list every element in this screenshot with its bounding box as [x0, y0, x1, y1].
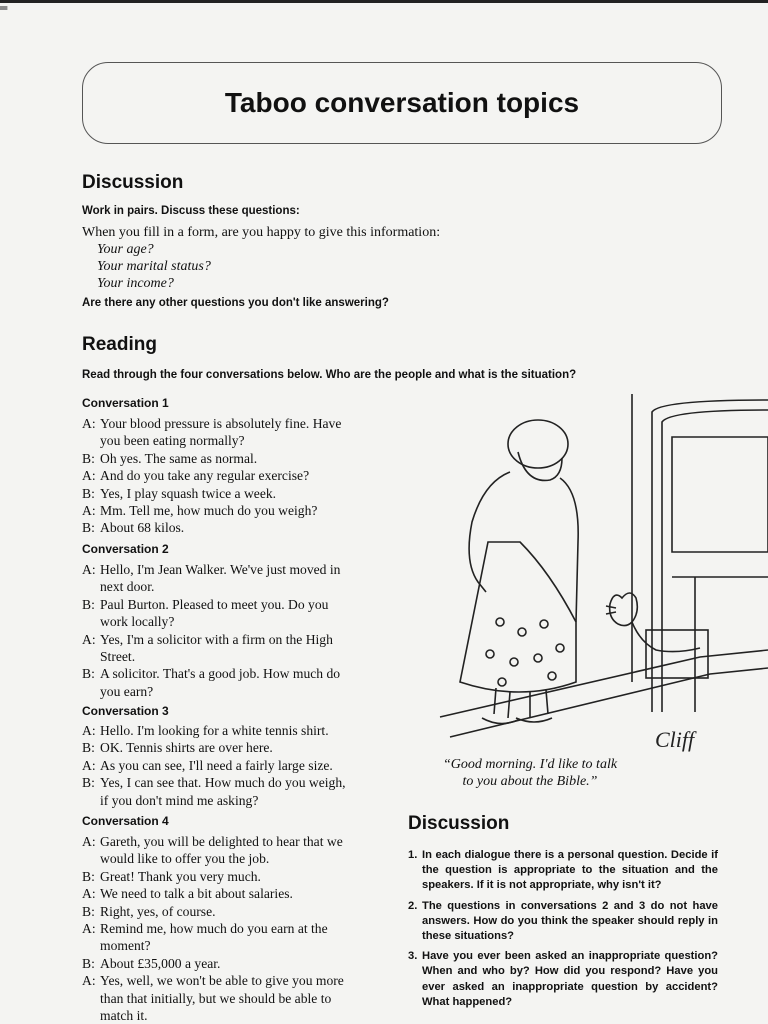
dialogue-line	[82, 903, 392, 920]
conversation-title: Conversation 1	[82, 396, 169, 410]
dialogue-line	[82, 739, 392, 756]
reading-instruction: Read through the four conversations below. Who are the people and what is the situation?	[82, 369, 577, 381]
dialogue-continuation: next door.	[100, 579, 155, 595]
speaker-label: B:	[82, 666, 95, 682]
dialogue-line	[82, 868, 392, 885]
conversation-3-lines	[82, 722, 392, 809]
page-top-edge	[0, 0, 768, 14]
speaker-label: A:	[82, 723, 96, 738]
dialogue-line	[82, 833, 392, 868]
conversation-title: Conversation 3	[82, 704, 169, 718]
dialogue-text: Hello. I'm looking for a white tennis shirt.	[100, 723, 329, 738]
page-title: Taboo conversation topics	[224, 87, 580, 118]
door-window	[672, 437, 768, 552]
dialogue-text: We need to talk a bit about salaries.	[100, 886, 293, 902]
speaker-label: A:	[82, 834, 96, 849]
woman-hair	[508, 420, 568, 468]
woman-shoes	[482, 718, 552, 724]
question-number: 3.	[408, 950, 418, 963]
conversation-2-lines	[82, 561, 392, 700]
discussion-item: Your marital status?	[97, 259, 211, 274]
speaker-label: B:	[82, 868, 95, 884]
woman-dress	[460, 542, 576, 692]
discussion-questions	[408, 848, 718, 1015]
speaker-label: A:	[82, 886, 96, 902]
door-frame	[652, 400, 768, 712]
conversation-title: Conversation 2	[82, 542, 169, 556]
dialogue-line	[82, 485, 392, 502]
question-text: The questions in conversations 2 and 3 do not have answers. How do you think the speaker should reply in these situations?	[422, 899, 718, 943]
question-item	[408, 949, 718, 1010]
discussion-intro: When you fill in a form, are you happy to give this information:	[82, 225, 441, 240]
dialogue-text: Yes, well, we won't be able to give you more	[100, 973, 344, 989]
dialogue-text: About £35,000 a year.	[100, 955, 221, 971]
binder-mark: ═	[0, 1, 8, 15]
dialogue-text: Yes, I'm a solicitor with a firm on the High	[100, 631, 333, 647]
speaker-label: B:	[82, 450, 95, 466]
dialogue-text: Hello, I'm Jean Walker. We've just moved in	[100, 562, 341, 577]
dialogue-continuation: you been eating normally?	[100, 433, 245, 449]
dialogue-line	[82, 502, 392, 519]
question-text: In each dialogue there is a personal question. Decide if the question is appropriate to the situation and the speakers. If it is not appropriate, why isn't it?	[422, 849, 718, 892]
caption-line: to you about the Bible.”	[462, 774, 598, 789]
speaker-label: A:	[82, 631, 96, 647]
question-number: 1.	[408, 849, 418, 861]
speaker-label: B:	[82, 955, 95, 971]
discussion-instruction: Work in pairs. Discuss these questions:	[82, 205, 300, 217]
dialogue-text: Remind me, how much do you earn at the	[100, 921, 328, 937]
dialogue-line	[82, 1007, 392, 1024]
speaker-label: A:	[82, 503, 96, 519]
speaker-label: B:	[82, 485, 95, 501]
dialogue-continuation: moment?	[100, 938, 151, 954]
dialogue-text: OK. Tennis shirts are over here.	[100, 740, 273, 756]
dialogue-text: Your blood pressure is absolutely fine. Have	[100, 416, 342, 431]
dialogue-continuation: than that initially, but we should be able to	[100, 990, 332, 1006]
discussion-item: Your age?	[97, 242, 154, 257]
dialogue-line	[82, 774, 392, 809]
dialogue-line	[82, 955, 392, 972]
speaker-label: A:	[82, 757, 96, 773]
dialogue-line	[82, 467, 392, 484]
dialogue-text: Great! Thank you very much.	[100, 868, 261, 884]
dialogue-text: Right, yes, of course.	[100, 903, 216, 919]
dialogue-line	[82, 665, 392, 700]
discussion-item: Your income?	[97, 276, 174, 291]
question-item	[408, 899, 718, 945]
cat-head	[610, 593, 638, 626]
speaker-label: A:	[82, 973, 96, 989]
dialogue-line	[82, 722, 392, 739]
dialogue-continuation: match it.	[100, 1008, 148, 1024]
cartoon-illustration	[400, 392, 768, 757]
woman-cardigan-left	[469, 472, 510, 592]
dialogue-text: A solicitor. That's a good job. How much do	[100, 666, 341, 682]
dialogue-continuation: you earn?	[100, 683, 154, 699]
reading-heading: Reading	[82, 334, 157, 355]
question-number: 2.	[408, 899, 418, 912]
dialogue-text: Paul Burton. Pleased to meet you. Do you	[100, 596, 329, 612]
speaker-label: B:	[82, 520, 95, 536]
speaker-label: B:	[82, 596, 95, 612]
speaker-label: B:	[82, 740, 95, 756]
dialogue-line	[82, 596, 392, 631]
question-item	[408, 848, 718, 894]
speaker-label: B:	[82, 775, 95, 791]
title-box	[82, 62, 722, 144]
dialogue-line	[82, 972, 392, 1007]
dialogue-line	[82, 519, 392, 536]
discussion-heading: Discussion	[82, 172, 184, 193]
discussion-2-heading: Discussion	[408, 813, 510, 834]
dialogue-continuation: Street.	[100, 649, 136, 665]
dialogue-text: About 68 kilos.	[100, 520, 185, 536]
dialogue-line	[82, 415, 392, 450]
dialogue-text: Oh yes. The same as normal.	[100, 450, 258, 466]
door-frame-inner	[662, 410, 768, 712]
conversation-4-lines	[82, 833, 392, 1024]
speaker-label: A:	[82, 921, 96, 937]
dialogue-text: And do you take any regular exercise?	[100, 468, 310, 484]
discussion-closing: Are there any other questions you don't like answering?	[82, 297, 389, 309]
dialogue-continuation: would like to offer you the job.	[100, 851, 270, 867]
caption-line: “Good morning. I'd like to talk	[442, 757, 618, 772]
dialogue-text: Mm. Tell me, how much do you weigh?	[100, 503, 318, 519]
speaker-label: B:	[82, 903, 95, 919]
dialogue-text: Gareth, you will be delighted to hear that we	[100, 834, 343, 849]
dialogue-line	[82, 631, 392, 666]
dialogue-line	[82, 450, 392, 467]
cartoon-caption	[420, 756, 640, 790]
woman-cardigan-right	[560, 478, 578, 622]
dialogue-line	[82, 920, 392, 955]
cat-flap	[646, 630, 708, 678]
speaker-label: A:	[82, 562, 96, 577]
cartoon-signature: Cliff	[655, 727, 695, 752]
dialogue-continuation: if you don't mind me asking?	[100, 792, 259, 808]
dialogue-text: Yes, I can see that. How much do you weigh,	[100, 775, 346, 791]
dialogue-line	[82, 757, 392, 774]
question-text: Have you ever been asked an inappropriate question? When and who by? How did you respond? Have you ever asked an inappropriate question by accident? What happened?	[422, 950, 718, 1008]
dialogue-text: As you can see, I'll need a fairly large size.	[100, 757, 333, 773]
dialogue-line	[82, 885, 392, 902]
speaker-label: A:	[82, 416, 96, 431]
dialogue-continuation: work locally?	[100, 614, 175, 630]
conversation-1-lines	[82, 415, 392, 537]
speaker-label: A:	[82, 468, 96, 484]
dialogue-line	[82, 561, 392, 596]
dialogue-text: Yes, I play squash twice a week.	[100, 485, 277, 501]
conversation-title: Conversation 4	[82, 814, 169, 828]
